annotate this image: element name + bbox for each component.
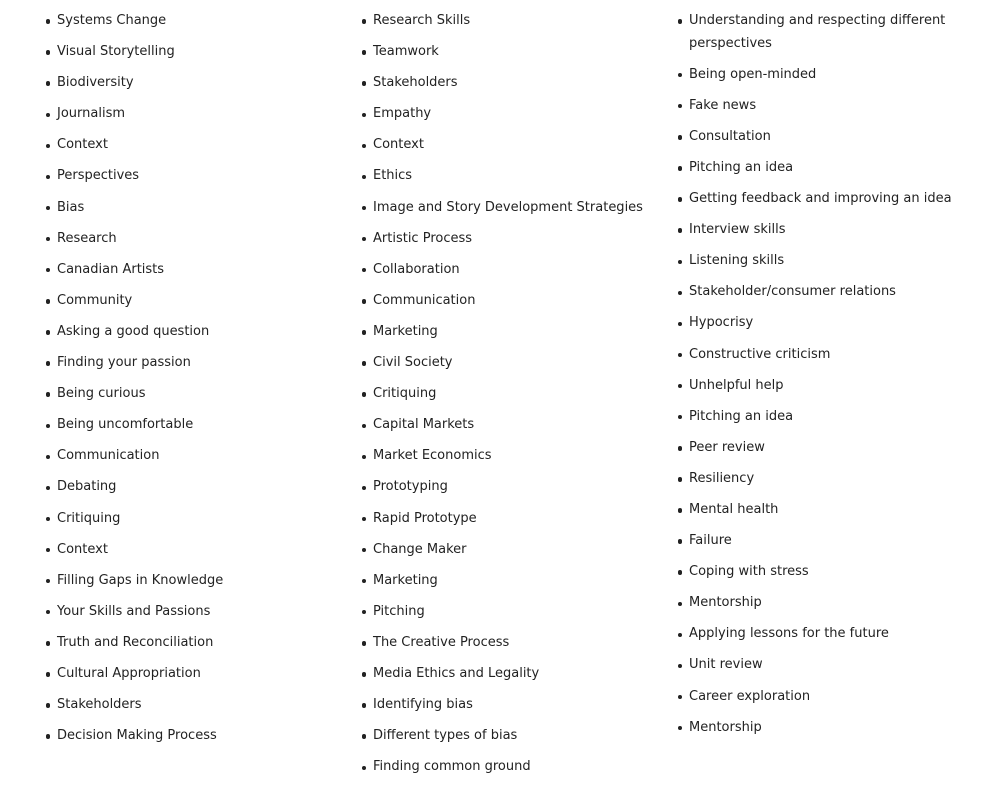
list-item (57, 10, 337, 33)
bullet-icon (362, 424, 366, 428)
bullet-icon (362, 641, 366, 645)
list-item-label: Stakeholders (373, 75, 458, 91)
bullet-icon (362, 113, 366, 117)
list-item-label: Truth and Reconciliation (57, 634, 214, 650)
list-item (373, 383, 663, 406)
bullet-icon (362, 579, 366, 583)
bullet-icon (46, 50, 50, 54)
list-item (57, 414, 337, 437)
list-item (373, 414, 663, 437)
list-item-label: Context (57, 541, 108, 557)
list-item (689, 188, 959, 211)
list-item-label: Prototyping (373, 479, 448, 495)
bullet-icon (362, 268, 366, 272)
bullet-icon (678, 633, 682, 637)
list-item-label: Artistic Process (373, 230, 473, 246)
list-item (373, 725, 663, 748)
list-item (57, 476, 337, 499)
list-item (689, 10, 959, 55)
list-item-label: Image and Story Development Strategies (373, 199, 643, 215)
list-item (57, 352, 337, 375)
list-item (373, 508, 663, 531)
list-item-label: Understanding and respecting different perspectives (689, 13, 946, 51)
list-item (373, 41, 663, 64)
bullet-icon (362, 734, 366, 738)
bullet-icon (362, 610, 366, 614)
bullet-icon (362, 517, 366, 521)
list-item (57, 383, 337, 406)
list-item (689, 561, 959, 584)
list-item-label: Listening skills (689, 253, 785, 269)
bullet-icon (678, 135, 682, 139)
bullet-icon (678, 602, 682, 606)
list-item-label: Resiliency (689, 470, 755, 486)
list-item-label: Communication (57, 448, 160, 464)
bullet-icon (678, 415, 682, 419)
list-item-label: Constructive criticism (689, 346, 831, 362)
list-item (57, 508, 337, 531)
bullet-icon (46, 175, 50, 179)
bullet-icon (362, 175, 366, 179)
bullet-icon (678, 539, 682, 543)
bullet-icon (362, 455, 366, 459)
bullet-icon (678, 291, 682, 295)
list-item-label: Biodiversity (57, 75, 134, 91)
list-item (57, 290, 337, 313)
list-item (689, 530, 959, 553)
bullet-icon (678, 477, 682, 481)
list-item (373, 134, 663, 157)
bullet-icon (362, 486, 366, 490)
list-item (689, 717, 959, 740)
list-item (373, 570, 663, 593)
bullet-icon (362, 299, 366, 303)
list-item (57, 103, 337, 126)
list-item-label: Finding common ground (373, 759, 531, 775)
bullet-icon (46, 268, 50, 272)
list-item-label: Bias (57, 199, 85, 215)
list-item (689, 157, 959, 180)
bullet-icon (46, 610, 50, 614)
list-item-label: Fake news (689, 97, 757, 113)
list-item-label: Rapid Prototype (373, 510, 477, 526)
topic-list-column-1 (57, 10, 337, 756)
list-item (373, 321, 663, 344)
list-item (689, 623, 959, 646)
bullet-icon (46, 424, 50, 428)
list-item (689, 126, 959, 149)
bullet-icon (46, 330, 50, 334)
bullet-icon (362, 766, 366, 770)
bullet-icon (678, 228, 682, 232)
list-item-label: Community (57, 292, 133, 308)
bullet-icon (678, 166, 682, 170)
list-item-label: Getting feedback and improving an idea (689, 191, 952, 207)
bullet-icon (678, 384, 682, 388)
list-item (373, 197, 663, 220)
bullet-icon (362, 237, 366, 241)
list-item-label: Mentorship (689, 719, 762, 735)
list-item-label: Debating (57, 479, 117, 495)
list-item (689, 592, 959, 615)
bullet-icon (46, 672, 50, 676)
list-item-label: Marketing (373, 572, 438, 588)
list-item-label: Consultation (689, 128, 771, 144)
list-item (689, 499, 959, 522)
list-item-label: Canadian Artists (57, 261, 165, 277)
bullet-icon (362, 19, 366, 23)
bullet-icon (46, 81, 50, 85)
list-item (57, 539, 337, 562)
list-item-label: Unit review (689, 657, 763, 673)
bullet-icon (678, 197, 682, 201)
list-item-label: Communication (373, 292, 476, 308)
list-item (373, 290, 663, 313)
list-item-label: The Creative Process (373, 634, 510, 650)
list-item-label: Perspectives (57, 168, 140, 184)
list-item (689, 437, 959, 460)
bullet-icon (678, 664, 682, 668)
list-item (57, 228, 337, 251)
list-item-label: Marketing (373, 323, 438, 339)
list-item (57, 165, 337, 188)
bullet-icon (678, 73, 682, 77)
bullet-icon (46, 113, 50, 117)
list-item-label: Capital Markets (373, 417, 475, 433)
bullet-icon (46, 19, 50, 23)
bullet-icon (678, 695, 682, 699)
list-item (373, 632, 663, 655)
list-item (689, 64, 959, 87)
list-item-label: Critiquing (373, 386, 437, 402)
bullet-icon (362, 703, 366, 707)
bullet-icon (678, 322, 682, 326)
bullet-icon (46, 641, 50, 645)
list-item-label: Hypocrisy (689, 315, 754, 331)
list-item (57, 725, 337, 748)
bullet-icon (46, 237, 50, 241)
bullet-icon (362, 392, 366, 396)
bullet-icon (46, 579, 50, 583)
list-item-label: Filling Gaps in Knowledge (57, 572, 224, 588)
list-item (373, 539, 663, 562)
list-item-label: Identifying bias (373, 697, 473, 713)
bullet-icon (362, 81, 366, 85)
list-item-label: Mentorship (689, 595, 762, 611)
list-item-label: Media Ethics and Legality (373, 665, 540, 681)
list-item-label: Market Economics (373, 448, 492, 464)
list-item (57, 663, 337, 686)
topic-list-column-2 (373, 10, 663, 787)
list-item (373, 476, 663, 499)
list-item (57, 632, 337, 655)
bullet-icon (46, 299, 50, 303)
list-item (689, 686, 959, 709)
bullet-icon (46, 455, 50, 459)
list-item (373, 165, 663, 188)
bullet-icon (362, 672, 366, 676)
list-item (57, 694, 337, 717)
bullet-icon (678, 260, 682, 264)
list-item (57, 601, 337, 624)
bullet-icon (362, 330, 366, 334)
bullet-icon (678, 19, 682, 23)
list-item (57, 72, 337, 95)
list-item-label: Critiquing (57, 510, 121, 526)
list-item (373, 352, 663, 375)
list-item (373, 228, 663, 251)
list-item (689, 654, 959, 677)
list-item-label: Peer review (689, 439, 765, 455)
bullet-icon (678, 508, 682, 512)
list-item (57, 259, 337, 282)
list-item (57, 570, 337, 593)
bullet-icon (678, 446, 682, 450)
list-item (373, 445, 663, 468)
list-item (373, 694, 663, 717)
bullet-icon (46, 734, 50, 738)
list-item-label: Journalism (57, 106, 126, 122)
list-item (373, 663, 663, 686)
list-item (373, 259, 663, 282)
bullet-icon (362, 361, 366, 365)
list-item-label: Civil Society (373, 355, 453, 371)
list-item-label: Decision Making Process (57, 728, 217, 744)
list-item-label: Being curious (57, 386, 146, 402)
list-item-label: Mental health (689, 502, 779, 517)
list-item (57, 445, 337, 468)
bullet-icon (46, 486, 50, 490)
list-item-label: Visual Storytelling (57, 44, 175, 60)
list-item (57, 41, 337, 64)
bullet-icon (46, 206, 50, 210)
list-item (689, 250, 959, 273)
list-item-label: Failure (689, 533, 732, 549)
bullet-icon (46, 548, 50, 552)
bullet-icon (46, 703, 50, 707)
list-item (689, 406, 959, 429)
list-item-label: Research Skills (373, 13, 471, 28)
bullet-icon (678, 353, 682, 357)
bullet-icon (362, 144, 366, 148)
list-item-label: Your Skills and Passions (57, 603, 211, 619)
list-item-label: Research (57, 230, 117, 246)
list-item-label: Context (57, 137, 108, 153)
list-item (373, 601, 663, 624)
list-item-label: Finding your passion (57, 355, 191, 371)
bullet-icon (362, 206, 366, 210)
list-item-label: Collaboration (373, 261, 460, 277)
list-item-label: Cultural Appropriation (57, 665, 201, 681)
list-item-label: Unhelpful help (689, 377, 784, 393)
list-item-label: Different types of bias (373, 728, 518, 744)
topic-list-column-3 (689, 10, 959, 748)
bullet-icon (678, 104, 682, 108)
list-item-label: Ethics (373, 168, 413, 184)
list-item-label: Pitching an idea (689, 408, 794, 424)
list-item (689, 312, 959, 335)
bullet-icon (678, 570, 682, 574)
list-item-label: Being uncomfortable (57, 417, 194, 433)
list-item-label: Pitching an idea (689, 159, 794, 175)
list-item-label: Change Maker (373, 541, 467, 557)
list-item (689, 95, 959, 118)
list-item (373, 10, 663, 33)
bullet-icon (46, 361, 50, 365)
bullet-icon (362, 548, 366, 552)
list-item (689, 468, 959, 491)
list-item-label: Stakeholder/consumer relations (689, 284, 896, 300)
list-item (57, 197, 337, 220)
list-item-label: Career exploration (689, 688, 811, 704)
list-item (57, 134, 337, 157)
bullet-icon (362, 50, 366, 54)
list-item-label: Context (373, 137, 424, 153)
list-item (689, 375, 959, 398)
list-item-label: Empathy (373, 106, 432, 122)
list-item (373, 103, 663, 126)
list-item-label: Applying lessons for the future (689, 626, 889, 642)
list-item-label: Asking a good question (57, 323, 210, 339)
bullet-icon (46, 392, 50, 396)
list-item (689, 219, 959, 242)
list-item (373, 756, 663, 779)
bullet-icon (678, 726, 682, 730)
list-item-label: Pitching (373, 603, 425, 619)
list-item-label: Stakeholders (57, 697, 142, 713)
list-item-label: Systems Change (57, 13, 167, 28)
list-item-label: Interview skills (689, 222, 786, 238)
list-item-label: Coping with stress (689, 564, 809, 580)
list-item-label: Being open-minded (689, 66, 817, 82)
bullet-icon (46, 144, 50, 148)
list-item (373, 72, 663, 95)
list-item (689, 344, 959, 367)
list-item (57, 321, 337, 344)
list-item (689, 281, 959, 304)
list-item-label: Teamwork (373, 44, 439, 60)
bullet-icon (46, 517, 50, 521)
